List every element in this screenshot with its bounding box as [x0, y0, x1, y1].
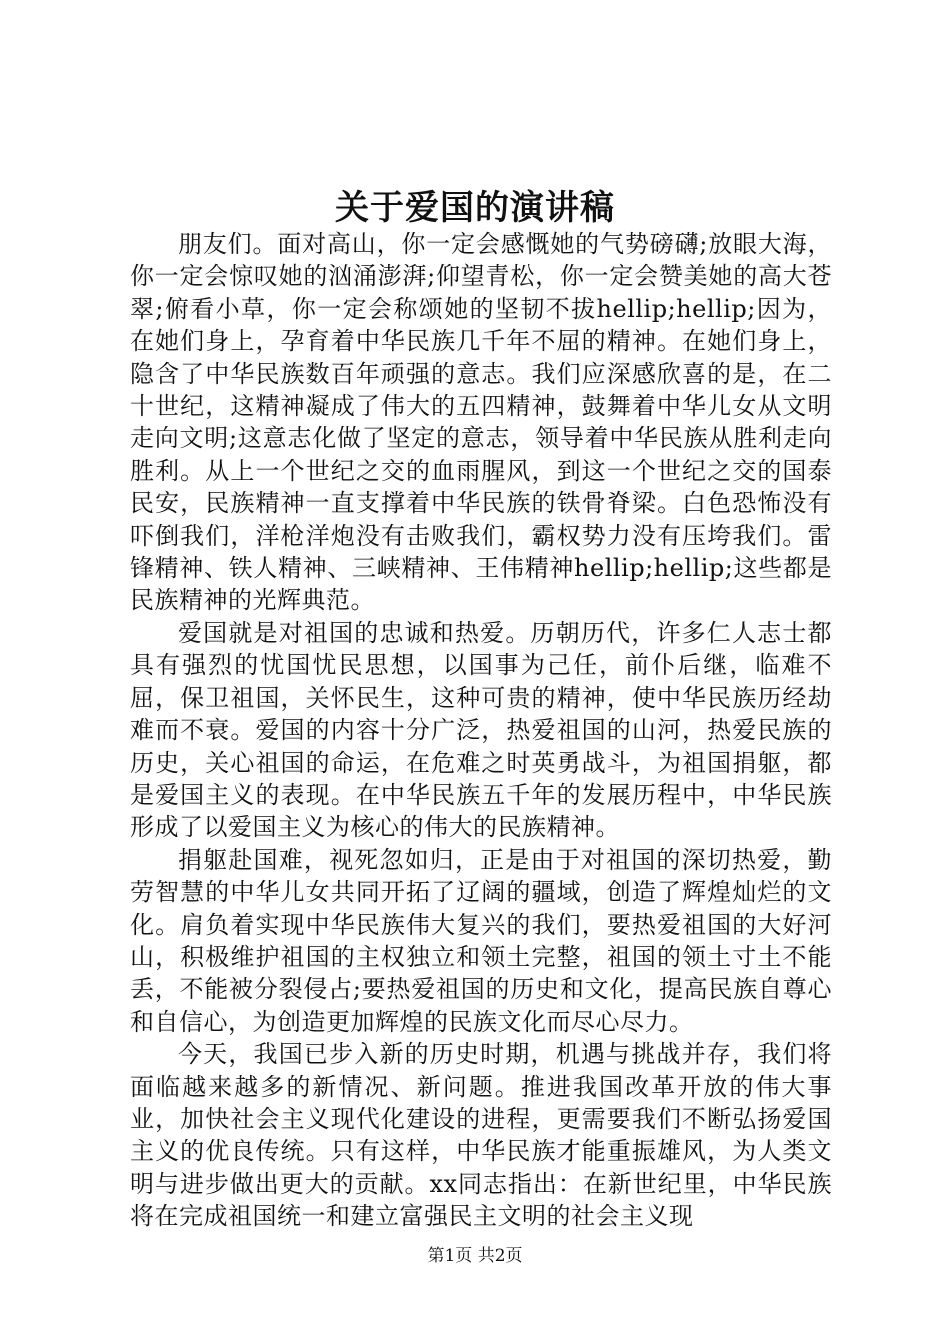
page-number-footer: 第1页 共2页	[427, 1246, 523, 1266]
paragraph-2: 爱国就是对祖国的忠诚和热爱。历朝历代，许多仁人志士都具有强烈的忧国忧民思想，以国事为己任，前仆后继，临难不屈，保卫祖国，关怀民生，这种可贵的精神，使中华民族历经劫难而不衰。爱国的内容十分广泛，热爱祖国的山河，热爱民族的历史，关心祖国的命运，在危难之时英勇战斗，为祖国捐躯，都是爱国主义的表现。在中华民族五千年的发展历程中，中华民族形成了以爱国主义为核心的伟大的民族精神。	[130, 618, 832, 842]
paragraph-4: 今天，我国已步入新的历史时期，机遇与挑战并存，我们将面临越来越多的新情况、新问题。推进我国改革开放的伟大事业，加快社会主义现代化建设的进程，更需要我们不断弘扬爱国主义的优良传统。只有这样，中华民族才能重振雄风，为人类文明与进步做出更大的贡献。xx同志指出：在新世纪里，中华民族将在完成祖国统一和建立富强民主文明的社会主义现	[130, 1040, 832, 1231]
document-title: 关于爱国的演讲稿	[335, 188, 615, 228]
paragraph-1: 朋友们。面对高山，你一定会感慨她的气势磅礴;放眼大海，你一定会惊叹她的汹涌澎湃;仰望青松，你一定会赞美她的高大苍翠;俯看小草，你一定会称颂她的坚韧不拔hellip;hellip;因为，在她们身上，孕育着中华民族几千年不屈的精神。在她们身上，隐含了中华民族数百年顽强的意志。我们应深感欣喜的是，在二十世纪，这精神凝成了伟大的五四精神，鼓舞着中华儿女从文明走向文明;这意志化做了坚定的意志，领导着中华民族从胜利走向胜利。从上一个世纪之交的血雨腥风，到这一个世纪之交的国泰民安，民族精神一直支撑着中华民族的铁骨脊梁。白色恐怖没有吓倒我们，洋枪洋炮没有击败我们，霸权势力没有压垮我们。雷锋精神、铁人精神、三峡精神、王伟精神hellip;hellip;这些都是民族精神的光辉典范。	[130, 230, 832, 615]
document-body	[130, 228, 832, 1233]
paragraph-3: 捐躯赴国难，视死忽如归，正是由于对祖国的深切热爱，勤劳智慧的中华儿女共同开拓了辽阔的疆域，创造了辉煌灿烂的文化。肩负着实现中华民族伟大复兴的我们，要热爱祖国的大好河山，积极维护祖国的主权独立和领土完整，祖国的领土寸土不能丢，不能被分裂侵占;要热爱祖国的历史和文化，提高民族自尊心和自信心，为创造更加辉煌的民族文化而尽心尽力。	[130, 845, 832, 1036]
